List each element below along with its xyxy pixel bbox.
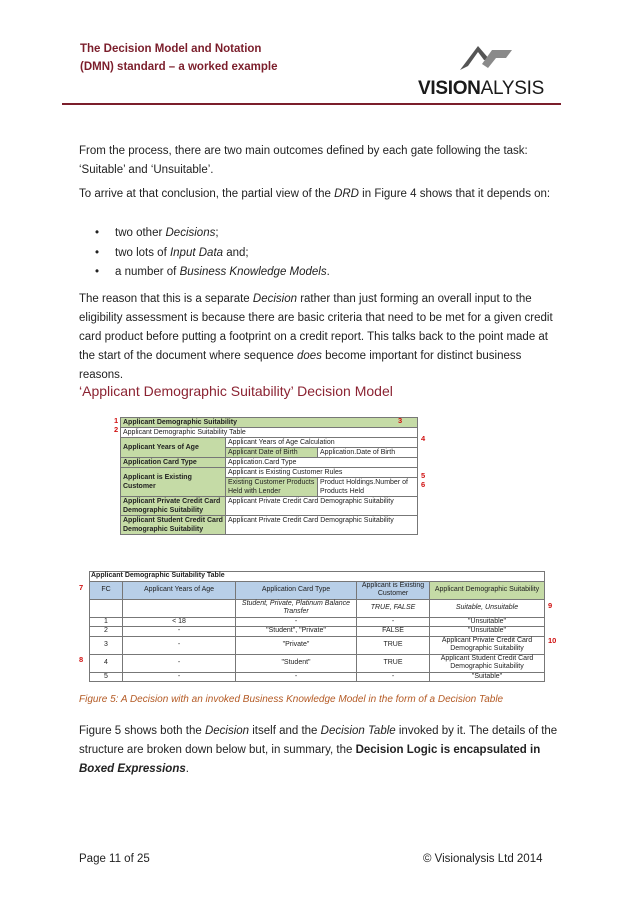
table-cell: "Student": [236, 654, 357, 672]
marker-7: 7: [79, 583, 84, 592]
paragraph-summary: [79, 722, 564, 779]
table-row: [90, 672, 545, 682]
table-header: Applicant is Existing Customer: [357, 581, 430, 599]
table-row: [90, 627, 545, 637]
table-cell: "Private": [236, 636, 357, 654]
bullet-em: Business Knowledge Models: [179, 266, 327, 278]
decision-table-name: Applicant Demographic Suitability Table: [121, 428, 418, 438]
summary-text-d: .: [185, 763, 189, 775]
summary-text-a: Figure 5 shows both the: [79, 725, 205, 737]
decision-row-label: Applicant is Existing Customer: [121, 468, 226, 497]
table-allowed-cell: [123, 599, 236, 617]
marker-6: 6: [421, 480, 426, 489]
table-cell: 3: [90, 636, 123, 654]
decision-row-label: Applicant Private Credit Card Demographic Suitability: [121, 497, 226, 516]
bullet-text: two lots of: [115, 246, 170, 259]
decision-row-value: Application.Card Type: [226, 458, 418, 468]
bullet-text: .: [326, 266, 330, 278]
table-cell: -: [123, 636, 236, 654]
paragraph-reason-text-b: rather than just forming an overall input to the eligibility assessment is because there are basic criteria that need to be met for a given credit card product before putting a footprint on a credit report. This talks back to the point made at the start of the document where sequence: [79, 293, 553, 362]
bullet-text: a number of: [115, 266, 180, 278]
list-item: • two other Decisions;: [95, 227, 219, 239]
table-cell: Applicant Student Credit Card Demographic Suitability: [430, 654, 545, 672]
section-heading: ‘Applicant Demographic Suitability’ Decision Model: [79, 383, 393, 399]
table-cell: 2: [90, 627, 123, 637]
table-cell: < 18: [123, 617, 236, 627]
bullet-text: and;: [223, 246, 249, 259]
decision-row-label: Applicant Years of Age: [121, 438, 226, 458]
table-cell: "Student", "Private": [236, 627, 357, 637]
table-cell: -: [236, 672, 357, 682]
paragraph-reason-text-c: become important for distinct business reasons.: [79, 350, 522, 381]
document-title-line1: The Decision Model and Notation: [80, 43, 262, 55]
marker-2: 2: [114, 425, 119, 434]
table-allowed-cell: Student, Private, Platinum Balance Transfer: [236, 599, 357, 617]
decision-row-input: Applicant Date of Birth: [226, 448, 318, 458]
decision-table-title: Applicant Demographic Suitability Table: [90, 572, 545, 582]
marker-1: 1: [114, 416, 119, 425]
marker-9: 9: [548, 601, 553, 610]
bullet-text: two other: [115, 227, 166, 239]
decision-row-label: Application Card Type: [121, 458, 226, 468]
decision-row-input: Existing Customer Products Held with Lender: [226, 478, 318, 497]
bullet-em: Input Data: [169, 246, 224, 259]
paragraph-drd: [79, 185, 564, 204]
table-header: Applicant Demographic Suitability: [430, 581, 545, 599]
marker-8: 8: [79, 655, 84, 664]
decision-row-rule: Applicant is Existing Customer Rules: [226, 468, 418, 478]
decision-row-label: Applicant Student Credit Card Demographic Suitability: [121, 516, 226, 535]
table-header: Application Card Type: [236, 581, 357, 599]
bullet-text: ;: [215, 227, 219, 239]
dependency-list: [95, 224, 330, 283]
decision-row-value: Applicant Private Credit Card Demographic Suitability: [226, 516, 418, 535]
summary-em1: Decision: [204, 725, 250, 737]
summary-em2: Decision Table: [320, 725, 396, 737]
logo-text-bold: VISION: [418, 78, 481, 99]
summary-bold-em: Boxed Expressions: [79, 763, 186, 775]
table-cell: 5: [90, 672, 123, 682]
table-header: Applicant Years of Age: [123, 581, 236, 599]
decision-row-value: Applicant Private Credit Card Demographic Suitability: [226, 497, 418, 516]
header-rule: [62, 103, 561, 105]
document-title-line2: (DMN) standard – a worked example: [80, 61, 278, 73]
marker-5: 5: [421, 471, 426, 480]
table-row: [90, 654, 545, 672]
logo-mark-icon: [456, 40, 516, 74]
table-cell: TRUE: [357, 654, 430, 672]
table-cell: "Unsuitable": [430, 627, 545, 637]
table-allowed-cell: Suitable, Unsuitable: [430, 599, 545, 617]
table-cell: -: [357, 672, 430, 682]
table-row: [90, 617, 545, 627]
decision-boxed-expression: [120, 417, 418, 535]
paragraph-reason-em1: Decision: [252, 293, 297, 305]
paragraph-drd-text-b: in Figure 4 shows that it depends on:: [358, 188, 551, 200]
decision-row-input-source: Application.Date of Birth: [318, 448, 418, 458]
paragraph-reason-em2: does: [297, 350, 322, 362]
decision-table: [89, 571, 545, 682]
table-allowed-cell: TRUE, FALSE: [357, 599, 430, 617]
logo-text: [418, 78, 544, 100]
document-title: [80, 40, 277, 76]
visionalysis-logo: [418, 40, 566, 100]
bullet-em: Decisions: [165, 227, 216, 239]
paragraph-reason: [79, 290, 564, 385]
summary-text-b: itself and the: [249, 725, 321, 737]
copyright: © Visionalysis Ltd 2014: [423, 853, 543, 865]
logo-text-light: ALYSIS: [480, 78, 544, 99]
list-item: • two lots of Input Data and;: [95, 246, 249, 259]
decision-title: Applicant Demographic Suitability: [121, 418, 418, 428]
table-cell: -: [123, 654, 236, 672]
paragraph-drd-text-a: To arrive at that conclusion, the partial view of the: [79, 188, 335, 200]
summary-bold: Decision Logic is encapsulated in: [355, 744, 541, 756]
decision-row-input-source: Product Holdings.Number of Products Held: [318, 478, 418, 497]
page-number: Page 11 of 25: [79, 853, 150, 865]
table-allowed-cell: [90, 599, 123, 617]
table-cell: FALSE: [357, 627, 430, 637]
table-cell: 1: [90, 617, 123, 627]
decision-row-calc: Applicant Years of Age Calculation: [226, 438, 418, 448]
marker-3: 3: [398, 416, 403, 425]
list-item: • a number of Business Knowledge Models.: [95, 266, 330, 278]
marker-4: 4: [421, 434, 426, 443]
table-cell: -: [123, 627, 236, 637]
paragraph-outcomes: From the process, there are two main outcomes defined by each gate following the task: ‘Suitable’ and ‘Unsuitable’.: [79, 145, 528, 176]
figure-caption: Figure 5: A Decision with an invoked Business Knowledge Model in the form of a Decision Table: [79, 694, 504, 705]
paragraph-drd-em: DRD: [334, 188, 359, 200]
paragraph-reason-text-a: The reason that this is a separate: [79, 293, 253, 305]
table-cell: -: [236, 617, 357, 627]
table-cell: Applicant Private Credit Card Demographic Suitability: [430, 636, 545, 654]
table-row: [90, 636, 545, 654]
summary-text-c: invoked by it. The details of the structure are broken down below but, in summary, the: [79, 725, 558, 756]
table-header: FC: [90, 581, 123, 599]
table-cell: -: [123, 672, 236, 682]
table-cell: TRUE: [357, 636, 430, 654]
table-cell: "Suitable": [430, 672, 545, 682]
table-cell: -: [357, 617, 430, 627]
table-cell: 4: [90, 654, 123, 672]
marker-10: 10: [548, 636, 557, 645]
table-cell: "Unsuitable": [430, 617, 545, 627]
